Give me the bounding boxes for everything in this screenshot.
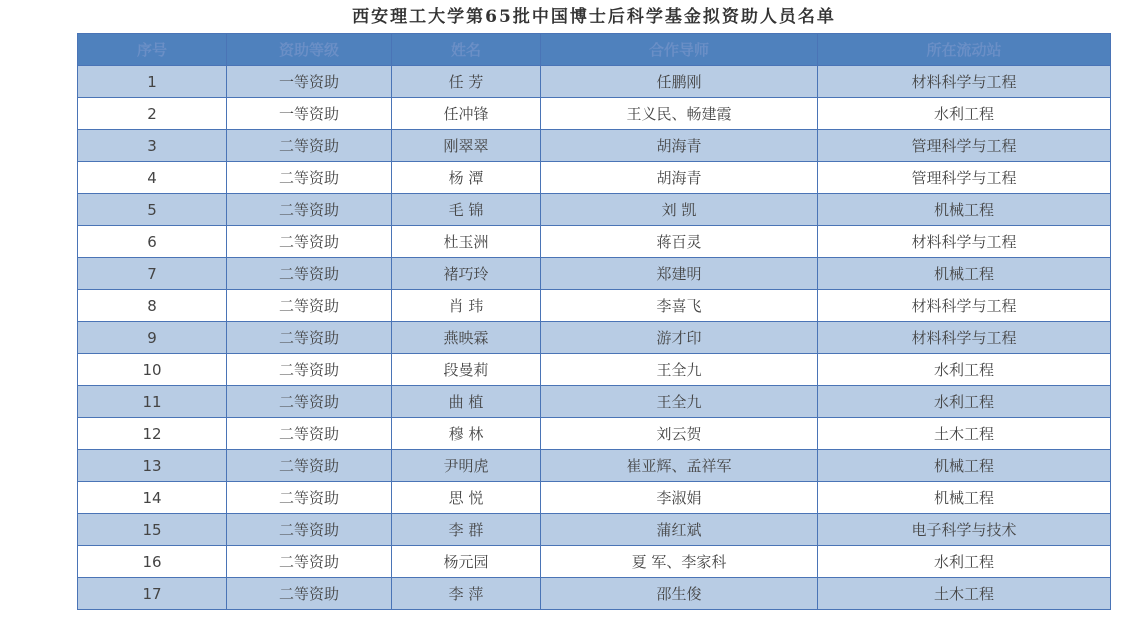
- cell-index: 5: [78, 194, 227, 226]
- cell-supervisor: 胡海青: [541, 130, 818, 162]
- cell-supervisor: 游才印: [541, 322, 818, 354]
- cell-grade: 二等资助: [227, 386, 392, 418]
- cell-grade: 二等资助: [227, 322, 392, 354]
- cell-name: 尹明虎: [392, 450, 541, 482]
- cell-station: 材料科学与工程: [818, 66, 1111, 98]
- cell-grade: 二等资助: [227, 514, 392, 546]
- column-header-supervisor: 合作导师: [541, 34, 818, 66]
- cell-name: 杨 潭: [392, 162, 541, 194]
- cell-supervisor: 蒋百灵: [541, 226, 818, 258]
- table-row: [78, 66, 1111, 98]
- cell-grade: 二等资助: [227, 418, 392, 450]
- cell-grade: 二等资助: [227, 258, 392, 290]
- table-body: [78, 66, 1111, 610]
- cell-supervisor: 刘云贺: [541, 418, 818, 450]
- table-header-row: [78, 34, 1111, 66]
- cell-station: 水利工程: [818, 386, 1111, 418]
- cell-supervisor: 夏 军、李家科: [541, 546, 818, 578]
- cell-supervisor: 邵生俊: [541, 578, 818, 610]
- cell-supervisor: 任鹏刚: [541, 66, 818, 98]
- cell-name: 李 萍: [392, 578, 541, 610]
- cell-grade: 二等资助: [227, 194, 392, 226]
- cell-supervisor: 李淑娟: [541, 482, 818, 514]
- cell-index: 14: [78, 482, 227, 514]
- table-row: [78, 354, 1111, 386]
- cell-name: 毛 锦: [392, 194, 541, 226]
- table-row: [78, 290, 1111, 322]
- cell-station: 材料科学与工程: [818, 226, 1111, 258]
- table-row: [78, 482, 1111, 514]
- cell-name: 思 悦: [392, 482, 541, 514]
- cell-grade: 二等资助: [227, 450, 392, 482]
- cell-index: 16: [78, 546, 227, 578]
- cell-grade: 二等资助: [227, 130, 392, 162]
- cell-supervisor: 李喜飞: [541, 290, 818, 322]
- cell-supervisor: 王全九: [541, 354, 818, 386]
- cell-grade: 二等资助: [227, 290, 392, 322]
- column-header-station: 所在流动站: [818, 34, 1111, 66]
- table-row: [78, 450, 1111, 482]
- cell-station: 材料科学与工程: [818, 322, 1111, 354]
- cell-supervisor: 王义民、畅建霞: [541, 98, 818, 130]
- table-row: [78, 98, 1111, 130]
- column-header-name: 姓名: [392, 34, 541, 66]
- cell-station: 水利工程: [818, 354, 1111, 386]
- cell-name: 杜玉洲: [392, 226, 541, 258]
- cell-name: 段曼莉: [392, 354, 541, 386]
- cell-supervisor: 胡海青: [541, 162, 818, 194]
- cell-station: 土木工程: [818, 578, 1111, 610]
- cell-station: 机械工程: [818, 482, 1111, 514]
- cell-supervisor: 刘 凯: [541, 194, 818, 226]
- cell-index: 2: [78, 98, 227, 130]
- cell-index: 9: [78, 322, 227, 354]
- cell-index: 17: [78, 578, 227, 610]
- page-title: 西安理工大学第65批中国博士后科学基金拟资助人员名单: [352, 7, 836, 27]
- column-header-grade: 资助等级: [227, 34, 392, 66]
- cell-station: 土木工程: [818, 418, 1111, 450]
- table-row: [78, 162, 1111, 194]
- cell-station: 机械工程: [818, 258, 1111, 290]
- cell-grade: 二等资助: [227, 578, 392, 610]
- table-row: [78, 322, 1111, 354]
- cell-index: 3: [78, 130, 227, 162]
- cell-index: 15: [78, 514, 227, 546]
- cell-grade: 一等资助: [227, 98, 392, 130]
- cell-name: 李 群: [392, 514, 541, 546]
- table-row: [78, 578, 1111, 610]
- cell-supervisor: 王全九: [541, 386, 818, 418]
- cell-grade: 二等资助: [227, 162, 392, 194]
- cell-station: 管理科学与工程: [818, 162, 1111, 194]
- cell-name: 曲 植: [392, 386, 541, 418]
- cell-station: 机械工程: [818, 450, 1111, 482]
- cell-supervisor: 崔亚辉、孟祥军: [541, 450, 818, 482]
- cell-name: 褚巧玲: [392, 258, 541, 290]
- table-row: [78, 258, 1111, 290]
- cell-grade: 二等资助: [227, 482, 392, 514]
- table-row: [78, 418, 1111, 450]
- cell-station: 管理科学与工程: [818, 130, 1111, 162]
- cell-station: 水利工程: [818, 546, 1111, 578]
- cell-index: 12: [78, 418, 227, 450]
- table-row: [78, 386, 1111, 418]
- cell-name: 杨元园: [392, 546, 541, 578]
- cell-grade: 二等资助: [227, 354, 392, 386]
- table-row: [78, 194, 1111, 226]
- cell-name: 肖 玮: [392, 290, 541, 322]
- cell-index: 1: [78, 66, 227, 98]
- cell-station: 电子科学与技术: [818, 514, 1111, 546]
- cell-name: 任 芳: [392, 66, 541, 98]
- cell-station: 水利工程: [818, 98, 1111, 130]
- cell-name: 任冲锋: [392, 98, 541, 130]
- cell-supervisor: 蒲红斌: [541, 514, 818, 546]
- cell-index: 8: [78, 290, 227, 322]
- cell-name: 刚翠翠: [392, 130, 541, 162]
- cell-name: 燕映霖: [392, 322, 541, 354]
- cell-supervisor: 郑建明: [541, 258, 818, 290]
- cell-index: 10: [78, 354, 227, 386]
- table-row: [78, 226, 1111, 258]
- cell-index: 4: [78, 162, 227, 194]
- cell-grade: 二等资助: [227, 226, 392, 258]
- table-row: [78, 514, 1111, 546]
- cell-station: 材料科学与工程: [818, 290, 1111, 322]
- table-row: [78, 130, 1111, 162]
- funding-roster-table: [77, 33, 1111, 610]
- cell-station: 机械工程: [818, 194, 1111, 226]
- column-header-index: 序号: [78, 34, 227, 66]
- cell-name: 穆 林: [392, 418, 541, 450]
- cell-grade: 一等资助: [227, 66, 392, 98]
- table-row: [78, 546, 1111, 578]
- cell-grade: 二等资助: [227, 546, 392, 578]
- cell-index: 7: [78, 258, 227, 290]
- cell-index: 6: [78, 226, 227, 258]
- cell-index: 11: [78, 386, 227, 418]
- cell-index: 13: [78, 450, 227, 482]
